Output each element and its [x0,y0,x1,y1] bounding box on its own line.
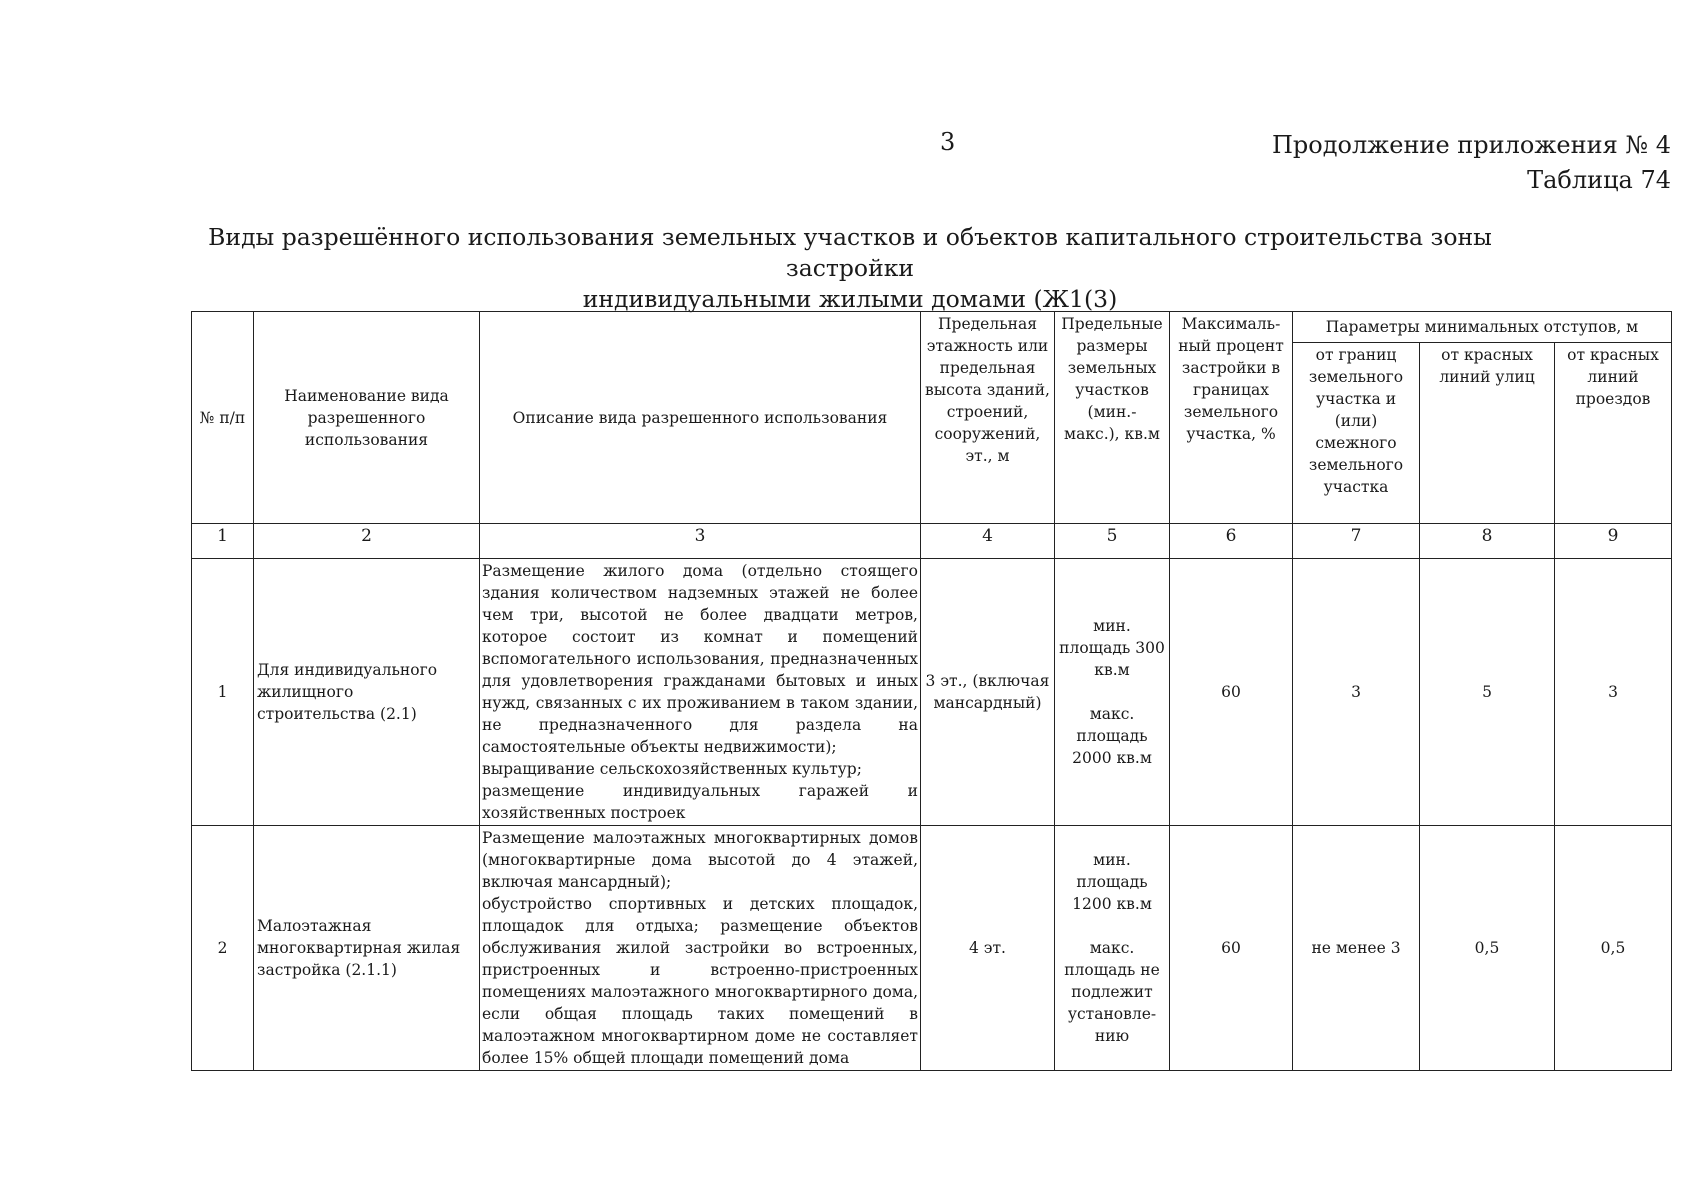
row-floors: 3 эт., (включая мансардный) [921,559,1055,826]
header-offset-plot: от границ земельного участка и (или) смежного земельного участка [1293,343,1420,524]
header-offset-drives: от красных линий проездов [1555,343,1672,524]
row-plot-size [1055,559,1170,826]
row-plot-size [1055,826,1170,1071]
table-row [192,826,1672,1071]
header-floors: Предельная этажность или предельная высота зданий, строений, сооружений, эт., м [921,312,1055,524]
header-max-percent: Максималь-ный процент застройки в границах земельного участка, % [1170,312,1293,524]
column-number: 6 [1170,524,1293,559]
description-paragraph: выращивание сельскохозяйственных культур; [482,760,862,778]
row-offset-drives: 0,5 [1555,826,1672,1071]
header-offset-streets: от красных линий улиц [1420,343,1555,524]
row-name: Малоэтажная многоквартирная жилая застройка (2.1.1) [254,826,480,1071]
row-offset-streets: 5 [1420,559,1555,826]
row-max-percent: 60 [1170,826,1293,1071]
column-number: 5 [1055,524,1170,559]
row-floors: 4 эт. [921,826,1055,1071]
table-row [192,559,1672,826]
plot-max: макс. площадь 2000 кв.м [1072,705,1152,767]
column-number: 4 [921,524,1055,559]
row-max-percent: 60 [1170,559,1293,826]
row-offset-plot: 3 [1293,559,1420,826]
document-title [200,222,1500,315]
column-number: 9 [1555,524,1672,559]
description-paragraph: Размещение малоэтажных многоквартирных домов (многоквартирные дома высотой до 4 этажей, включая мансардный); [482,829,918,891]
row-num: 2 [192,826,254,1071]
column-number: 1 [192,524,254,559]
column-number: 3 [480,524,921,559]
header-description: Описание вида разрешенного использования [480,312,921,524]
plot-max: макс. площадь не подлежит установле-нию [1064,939,1160,1045]
page-number: 3 [940,128,956,156]
row-name: Для индивидуального жилищного строительства (2.1) [254,559,480,826]
column-number: 2 [254,524,480,559]
row-offset-plot: не менее 3 [1293,826,1420,1071]
plot-min: мин. площадь 1200 кв.м [1072,851,1152,913]
row-description [480,559,921,826]
appendix-continuation: Продолжение приложения № 4 [1271,131,1671,159]
column-numbers-row [192,524,1672,559]
column-number: 8 [1420,524,1555,559]
header-num: № п/п [192,312,254,524]
header-plot-size: Предельные размеры земельных участков (мин.- макс.), кв.м [1055,312,1170,524]
table-number: Таблица 74 [1527,166,1671,194]
description-paragraph: размещение индивидуальных гаражей и хозяйственных построек [482,782,918,822]
appendix-header [1272,128,1671,198]
row-offset-drives: 3 [1555,559,1672,826]
header-offsets-group: Параметры минимальных отступов, м [1293,312,1672,343]
row-offset-streets: 0,5 [1420,826,1555,1071]
header-name: Наименование вида разрешенного использования [254,312,480,524]
row-num: 1 [192,559,254,826]
row-description [480,826,921,1071]
title-line-1: Виды разрешённого использования земельных участков и объектов капитального строительства зоны застройки [208,223,1492,282]
plot-min: мин. площадь 300 кв.м [1059,617,1165,679]
land-use-table [191,311,1672,1071]
description-paragraph: Размещение жилого дома (отдельно стоящего здания количеством надземных этажей не более чем три, высотой не более двадцати метров, которое состоит из комнат и помещений вспомогательного использования, предназначенных для удовлетворения гражданами бытовых и иных нужд, связанных с их проживанием в таком здании, не предназначенного для раздела на самостоятельные объекты недвижимости); [482,562,918,756]
header-row-1 [192,312,1672,343]
description-paragraph: обустройство спортивных и детских площадок, площадок для отдыха; размещение объектов обслуживания жилой застройки во встроенных, пристроенных и встроенно-пристроенных помещениях малоэтажного многоквартирного дома, если общая площадь таких помещений в малоэтажном многоквартирном доме не составляет более 15% общей площади помещений дома [482,895,918,1067]
column-number: 7 [1293,524,1420,559]
title-line-2: индивидуальными жилыми домами (Ж1(3) [582,285,1118,313]
